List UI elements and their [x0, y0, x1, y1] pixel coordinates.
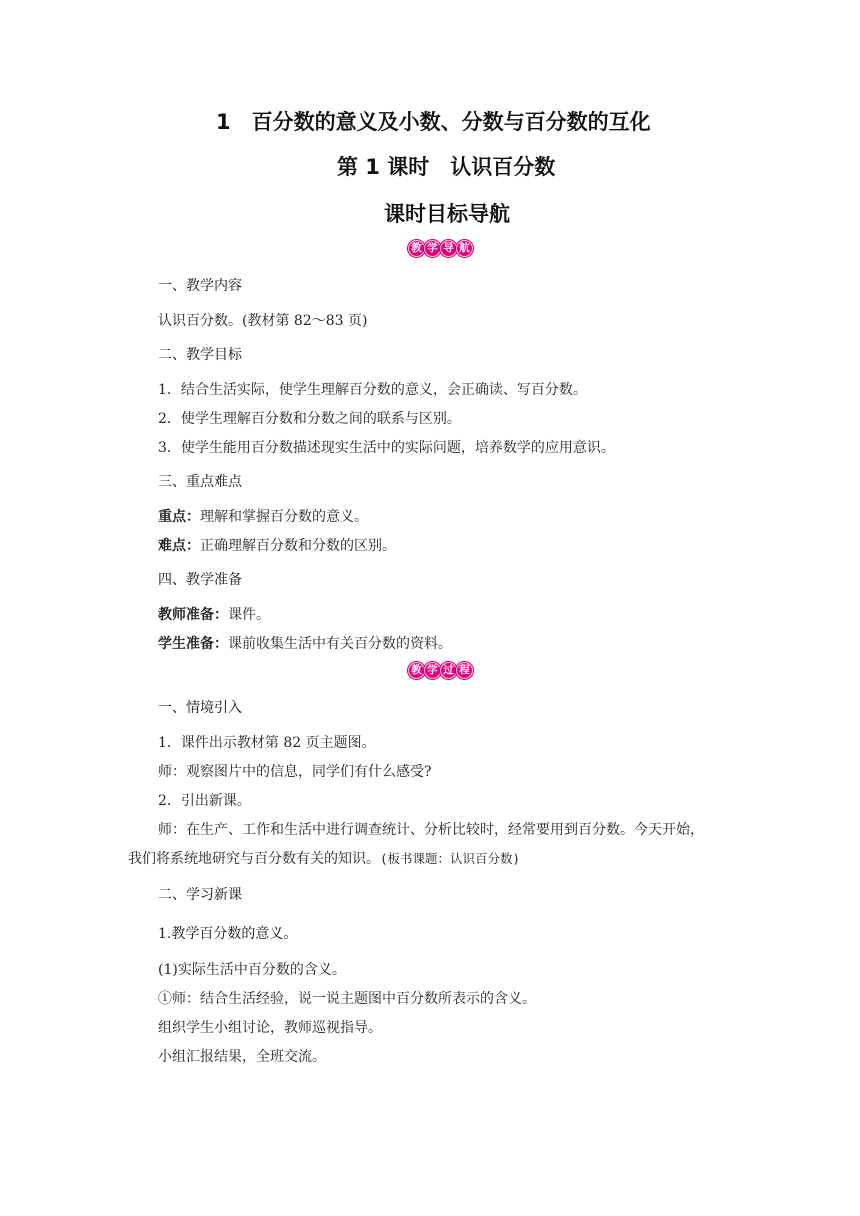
teaching-nav-badge	[409, 240, 473, 257]
difficulty-point	[158, 535, 396, 555]
badge-char: 过	[440, 662, 457, 679]
key-point	[158, 506, 368, 526]
paragraph-continuation	[128, 848, 520, 868]
paragraph-text: 我们将系统地研究与百分数有关的知识。	[128, 851, 380, 867]
badge-char: 程	[456, 662, 473, 679]
paragraph: 师：观察图片中的信息，同学们有什么感受?	[158, 764, 432, 780]
paragraph: 小组汇报结果，全班交流。	[158, 1049, 326, 1065]
paragraph: 组织学生小组讨论，教师巡视指导。	[158, 1020, 382, 1036]
section-heading: 一、教学内容	[158, 278, 242, 294]
subsection-number: 1.	[158, 926, 172, 942]
badge-char: 导	[440, 240, 457, 257]
goal-item: 2．使学生理解百分数和分数之间的联系与区别。	[158, 411, 461, 427]
section-heading: 三、重点难点	[158, 474, 242, 490]
paragraph: (1)实际生活中百分数的含义。	[158, 962, 346, 978]
badge-char: 学	[424, 662, 441, 679]
difficulty-text: 正确理解百分数和分数的区别。	[200, 538, 396, 554]
section-heading: 四、教学准备	[158, 572, 242, 588]
key-text: 理解和掌握百分数的意义。	[200, 509, 368, 525]
paragraph: 2．引出新课。	[158, 793, 251, 809]
content-text: 认识百分数。(教材第 82～83 页)	[158, 313, 368, 329]
teaching-process-badge	[409, 662, 473, 679]
board-note: (板书课题：认识百分数)	[380, 851, 521, 866]
difficulty-label: 难点：	[158, 538, 200, 554]
section-heading: 二、教学目标	[158, 347, 242, 363]
badge-char: 学	[424, 240, 441, 257]
subsection-title: 教学百分数的意义。	[171, 926, 298, 942]
goal-item: 1．结合生活实际，使学生理解百分数的意义，会正确读、写百分数。	[158, 382, 587, 398]
badge-char: 教	[408, 662, 425, 679]
paragraph: 1．课件出示教材第 82 页主题图。	[158, 735, 376, 751]
paragraph: ①师：结合生活经验，说一说主题图中百分数所表示的含义。	[158, 991, 536, 1007]
student-prep	[158, 633, 452, 653]
key-label: 重点：	[158, 509, 200, 525]
teacher-prep-label: 教师准备：	[158, 607, 228, 623]
paragraph: 师：在生产、工作和生活中进行调查统计、分析比较时，经常要用到百分数。今天开始，	[158, 822, 704, 838]
goal-item: 3．使学生能用百分数描述现实生活中的实际问题，培养数学的应用意识。	[158, 440, 615, 456]
badge-char: 教	[408, 240, 425, 257]
subsection-heading	[158, 923, 297, 943]
teacher-prep-text: 课件。	[228, 607, 270, 623]
section-heading: 二、学习新课	[158, 887, 242, 903]
lesson-title: 第 1 课时 认识百分数	[337, 155, 556, 179]
student-prep-label: 学生准备：	[158, 636, 228, 652]
nav-title: 课时目标导航	[384, 202, 510, 226]
teacher-prep	[158, 604, 270, 624]
section-heading: 一、情境引入	[158, 700, 242, 716]
badge-char: 航	[456, 240, 473, 257]
student-prep-text: 课前收集生活中有关百分数的资料。	[228, 636, 452, 652]
main-title: 1 百分数的意义及小数、分数与百分数的互化	[216, 110, 651, 134]
